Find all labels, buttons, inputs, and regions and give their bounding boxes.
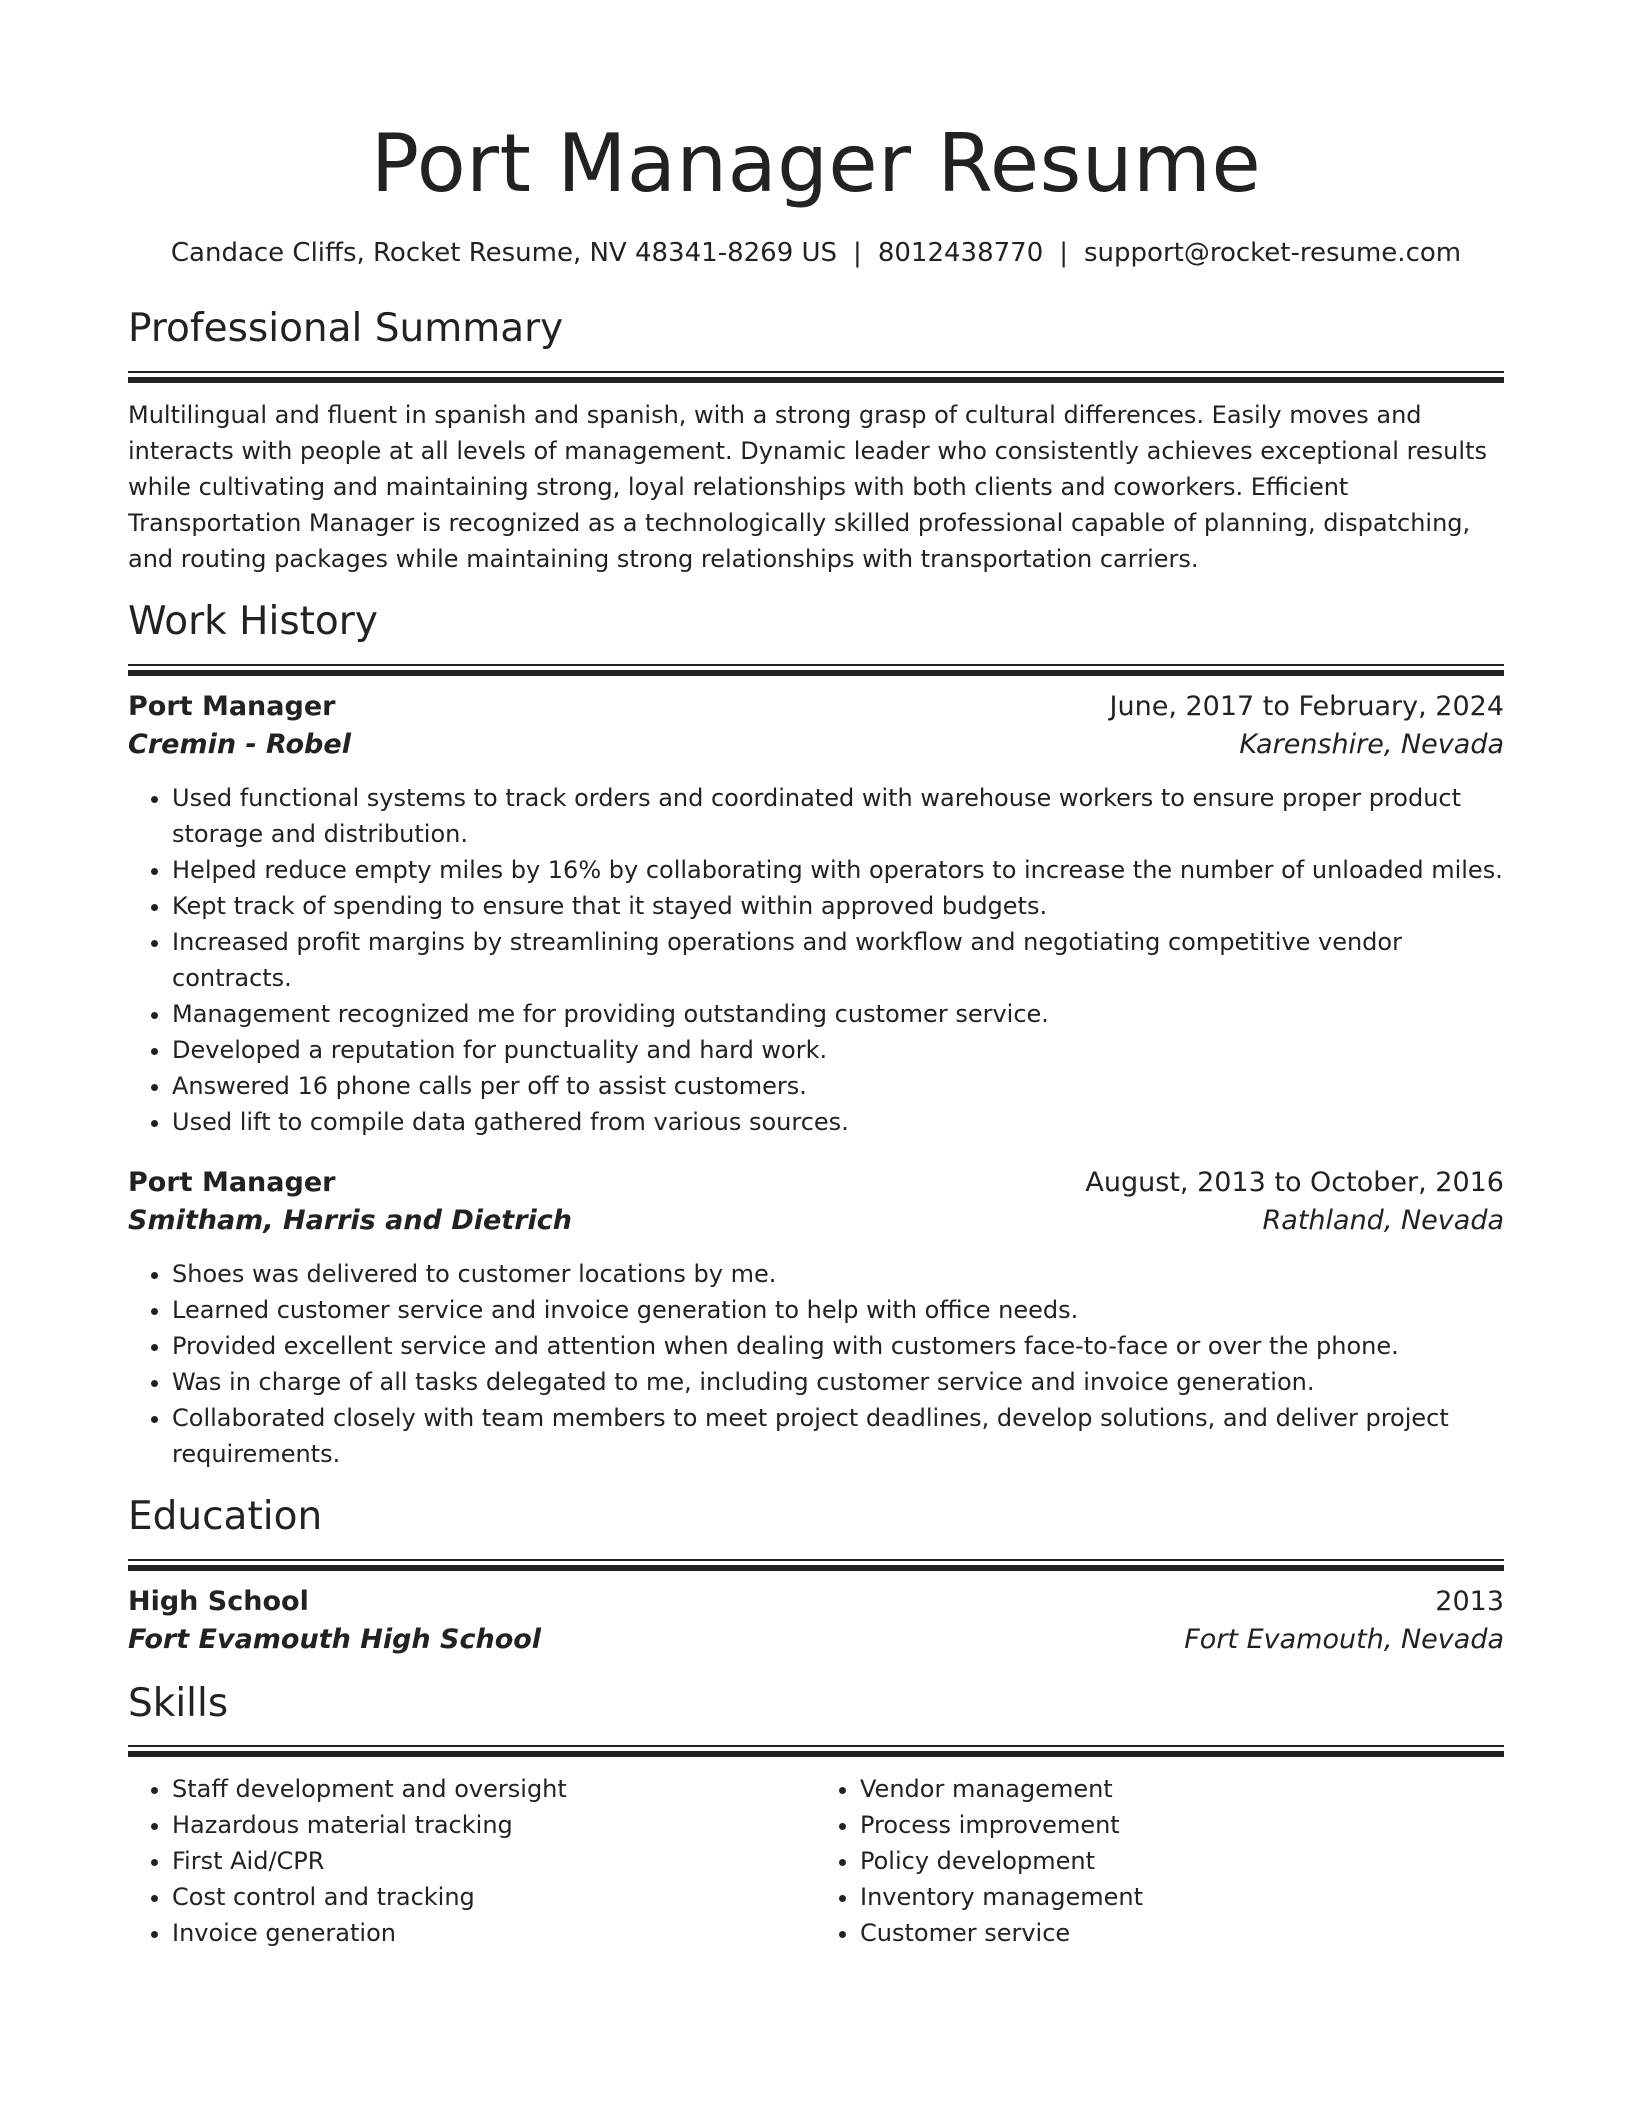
- skills-section: [128, 1681, 1504, 1952]
- education-location: Fort Evamouth, Nevada: [1184, 1623, 1504, 1655]
- job-title-row: [128, 1164, 1504, 1202]
- education-year: 2013: [1435, 1585, 1504, 1617]
- skill-item: • Hazardous material tracking: [172, 1807, 816, 1843]
- job-location: Karenshire, Nevada: [1239, 728, 1504, 760]
- job-bullet: • Learned customer service and invoice generation to help with office needs.: [172, 1292, 1504, 1328]
- job-title-row: [128, 688, 1504, 726]
- work-history-section: [128, 599, 1504, 1472]
- job-entry: [128, 688, 1504, 1140]
- job-role: Port Manager: [128, 690, 336, 722]
- job-company: Cremin - Robel: [128, 728, 351, 760]
- skill-item: • Process improvement: [860, 1807, 1504, 1843]
- section-heading-work-history: Work History: [128, 598, 378, 644]
- job-bullet: • Used functional systems to track orders and coordinated with warehouse workers to ensure proper product storage and distribution.: [172, 780, 1504, 852]
- job-dates: June, 2017 to February, 2024: [1109, 690, 1504, 722]
- skill-item: • Cost control and tracking: [172, 1879, 816, 1915]
- section-divider: [128, 664, 1504, 676]
- job-bullet-list: [128, 1256, 1504, 1472]
- summary-text: Multilingual and fluent in spanish and spanish, with a strong grasp of cultural differences. Easily moves and interacts with people at all levels of management. Dynamic leader who consistently achieves exceptional results while cultivating and maintaining strong, loyal relationships with both clients and coworkers. Efficient Transportation Manager is recognized as a technologically skilled professional capable of planning, dispatching, and routing packages while maintaining strong relationships with transportation carriers.: [128, 400, 1487, 573]
- job-bullet: • Developed a reputation for punctuality and hard work.: [172, 1032, 1504, 1068]
- job-bullet: • Management recognized me for providing outstanding customer service.: [172, 996, 1504, 1032]
- section-heading-summary: Professional Summary: [128, 306, 564, 352]
- job-bullet: • Answered 16 phone calls per off to assist customers.: [172, 1068, 1504, 1104]
- education-school: Fort Evamouth High School: [128, 1623, 542, 1655]
- contact-line: [128, 238, 1504, 269]
- section-divider: [128, 1559, 1504, 1571]
- job-company-row: [128, 726, 1504, 764]
- section-heading-skills: Skills: [128, 1680, 229, 1726]
- job-bullet: • Helped reduce empty miles by 16% by collaborating with operators to increase the number of unloaded miles.: [172, 852, 1504, 888]
- skill-item: • Policy development: [860, 1843, 1504, 1879]
- job-company-row: [128, 1202, 1504, 1240]
- job-bullet: • Used lift to compile data gathered from various sources.: [172, 1104, 1504, 1140]
- job-bullet: • Shoes was delivered to customer locations by me.: [172, 1256, 1504, 1292]
- job-dates: August, 2013 to October, 2016: [1085, 1166, 1504, 1198]
- skill-item: • Staff development and oversight: [172, 1771, 816, 1807]
- skills-columns: [128, 1771, 1504, 1951]
- job-entry: [128, 1164, 1504, 1472]
- job-bullet: • Collaborated closely with team members to meet project deadlines, develop solutions, and deliver project requirements.: [172, 1400, 1504, 1472]
- contact-separator: |: [853, 238, 862, 268]
- job-bullet: • Kept track of spending to ensure that it stayed within approved budgets.: [172, 888, 1504, 924]
- job-company: Smitham, Harris and Dietrich: [128, 1204, 572, 1236]
- section-divider: [128, 371, 1504, 383]
- page-title: Port Manager Resume: [370, 117, 1262, 210]
- skill-item: • First Aid/CPR: [172, 1843, 816, 1879]
- education-degree: High School: [128, 1585, 309, 1617]
- job-bullet-list: [128, 780, 1504, 1140]
- skill-item: • Customer service: [860, 1915, 1504, 1951]
- section-divider: [128, 1745, 1504, 1757]
- contact-phone: 8012438770: [877, 238, 1044, 268]
- education-school-row: [128, 1621, 1504, 1659]
- education-entry: [128, 1583, 1504, 1659]
- education-section: [128, 1494, 1504, 1659]
- contact-separator: |: [1059, 238, 1068, 268]
- job-bullet: • Was in charge of all tasks delegated to me, including customer service and invoice generation.: [172, 1364, 1504, 1400]
- skill-item: • Vendor management: [860, 1771, 1504, 1807]
- job-bullet: • Increased profit margins by streamlining operations and workflow and negotiating competitive vendor contracts.: [172, 924, 1504, 996]
- skills-list-left: [128, 1771, 816, 1951]
- job-bullet: • Provided excellent service and attention when dealing with customers face-to-face or over the phone.: [172, 1328, 1504, 1364]
- contact-email[interactable]: support@rocket-resume.com: [1084, 238, 1462, 268]
- skill-item: • Inventory management: [860, 1879, 1504, 1915]
- skills-list-right: [816, 1771, 1504, 1951]
- contact-address: Candace Cliffs, Rocket Resume, NV 48341-8269 US: [170, 238, 838, 268]
- summary-section: [128, 306, 1504, 577]
- skill-item: • Invoice generation: [172, 1915, 816, 1951]
- education-degree-row: [128, 1583, 1504, 1621]
- section-heading-education: Education: [128, 1493, 323, 1539]
- job-location: Rathland, Nevada: [1262, 1204, 1504, 1236]
- job-role: Port Manager: [128, 1166, 336, 1198]
